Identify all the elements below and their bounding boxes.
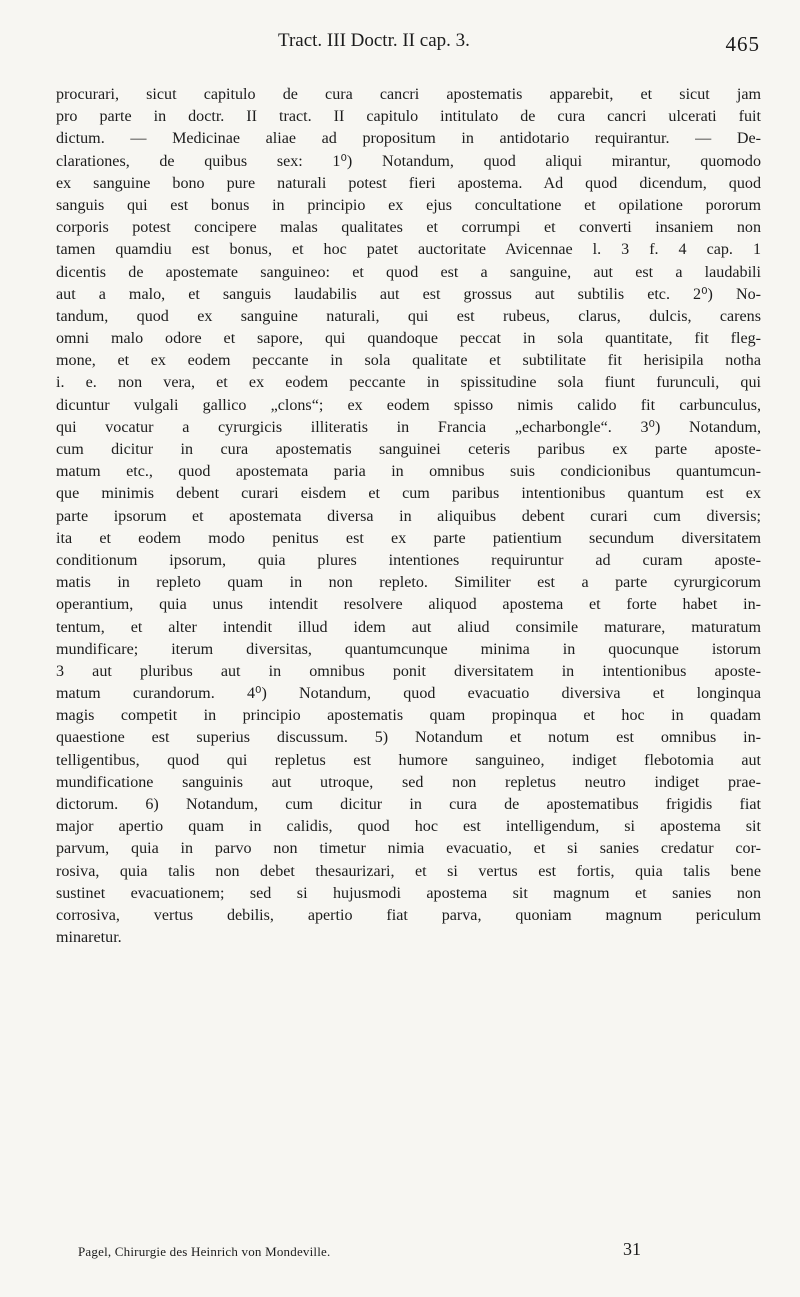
text-line: operantium, quia unus intendit resolvere aliquod apostema et forte habet in- xyxy=(56,596,761,614)
text-line: minaretur. xyxy=(56,929,122,947)
text-line: tandum, quod ex sanguine naturali, qui est rubeus, clarus, dulcis, carens xyxy=(56,307,761,325)
text-line: pro parte in doctr. II tract. II capitulo intitulato de cura cancri ulcerati fuit xyxy=(56,108,761,126)
text-line: ita et eodem modo penitus est ex parte patientium secundum diversitatem xyxy=(56,529,761,547)
text-line: rosiva, quia talis non debet thesaurizari, et si vertus est fortis, quia talis bene xyxy=(56,862,761,880)
text-line: mone, et ex eodem peccante in sola qualitate et subtilitate fit herisipila notha xyxy=(56,352,761,370)
text-line: dicuntur vulgali gallico „clons“; ex eodem spisso nimis calido fit carbunculus, xyxy=(56,396,761,414)
text-line: major apertio quam in calidis, quod hoc est intelligendum, si apostema sit xyxy=(56,818,761,836)
text-line: i. e. non vera, et ex eodem peccante in spissitudine sola fiunt furunculi, qui xyxy=(56,374,761,392)
text-line: corrosiva, vertus debilis, apertio fiat parva, quoniam magnum periculum xyxy=(56,906,761,924)
text-line: qui vocatur a cyrurgicis illiteratis in Francia „echarbongle“. 3⁰) Notandum, xyxy=(56,418,761,436)
text-line: aut a malo, et sanguis laudabilis aut est grossus aut subtilis etc. 2⁰) No- xyxy=(56,285,761,303)
text-line: ex sanguine bono pure naturali potest fieri apostema. Ad quod dicendum, quod xyxy=(56,174,761,192)
text-line: 3 aut pluribus aut in omnibus ponit diversitatem in intentionibus aposte- xyxy=(56,662,761,680)
footer-credit: Pagel, Chirurgie des Heinrich von Mondeville. xyxy=(78,1244,331,1259)
text-line: omni malo odore et sapore, qui quandoque peccat in sola quantitate, fit fleg- xyxy=(56,330,761,348)
page-number: 465 xyxy=(725,32,760,56)
text-line: dicentis de apostemate sanguineo: et quod est a sanguine, aut est a laudabili xyxy=(56,263,761,281)
text-line: quaestione est superius discussum. 5) Notandum et notum est omnibus in- xyxy=(56,729,761,747)
running-head xyxy=(0,30,800,60)
text-line: mundificatione sanguinis aut utroque, sed non repletus neutro indiget prae- xyxy=(56,773,761,791)
text-line: conditionum ipsorum, quia plures intentiones requiruntur ad curam aposte- xyxy=(56,551,761,569)
text-line: magis competit in principio apostematis quam propinqua et hoc in quadam xyxy=(56,707,761,725)
text-line: tamen quamdiu est bonus, et hoc patet auctoritate Avicennae l. 3 f. 4 cap. 1 xyxy=(56,241,761,259)
text-line: sanguis qui est bonus in principio ex ejus concultatione et opilatione pororum xyxy=(56,196,761,214)
text-line: cum dicitur in cura apostematis sanguinei ceteris paribus ex parte aposte- xyxy=(56,441,761,458)
text-line: clarationes, de quibus sex: 1⁰) Notandum, quod aliqui mirantur, quomodo xyxy=(56,152,761,170)
text-line: parvum, quia in parvo non timetur nimia evacuatio, et si sanies credatur cor- xyxy=(56,840,761,858)
text-line: que minimis debent curari eisdem et cum paribus intentionibus quantum est ex xyxy=(56,485,761,503)
running-title: Tract. III Doctr. II cap. 3. xyxy=(278,30,470,51)
text-line: parte ipsorum et apostemata diversa in aliquibus debent curari cum diversis; xyxy=(56,507,761,525)
text-line: sustinet evacuationem; sed si hujusmodi apostema sit magnum et sanies non xyxy=(56,884,761,902)
text-line: matum curandorum. 4⁰) Notandum, quod evacuatio diversiva et longinqua xyxy=(56,685,761,703)
text-line: matum etc., quod apostemata paria in omnibus suis condicionibus quantumcun- xyxy=(56,463,761,481)
text-line: tentum, et alter intendit illud idem aut aliud consimile maturare, maturatum xyxy=(56,618,761,636)
body-text xyxy=(56,84,761,949)
text-line: corporis potest concipere malas qualitates et corrumpi et converti insaniem non xyxy=(56,219,761,237)
page-footer xyxy=(56,1236,761,1266)
text-line: telligentibus, quod qui repletus est humore sanguineo, indiget flebotomia aut xyxy=(56,751,761,769)
text-line: dictorum. 6) Notandum, cum dicitur in cura de apostematibus frigidis fiat xyxy=(56,796,761,813)
text-line: matis in repleto quam in non repleto. Similiter est a parte cyrurgicorum xyxy=(56,574,761,592)
text-line: dictum. — Medicinae aliae ad propositum in antidotario requirantur. — De- xyxy=(56,130,761,148)
text-line: mundificare; iterum diversitas, quantumcunque minima in quocunque istorum xyxy=(56,640,761,658)
signature-mark: 31 xyxy=(623,1239,641,1259)
text-line: procurari, sicut capitulo de cura cancri apostematis apparebit, et sicut jam xyxy=(56,86,761,103)
